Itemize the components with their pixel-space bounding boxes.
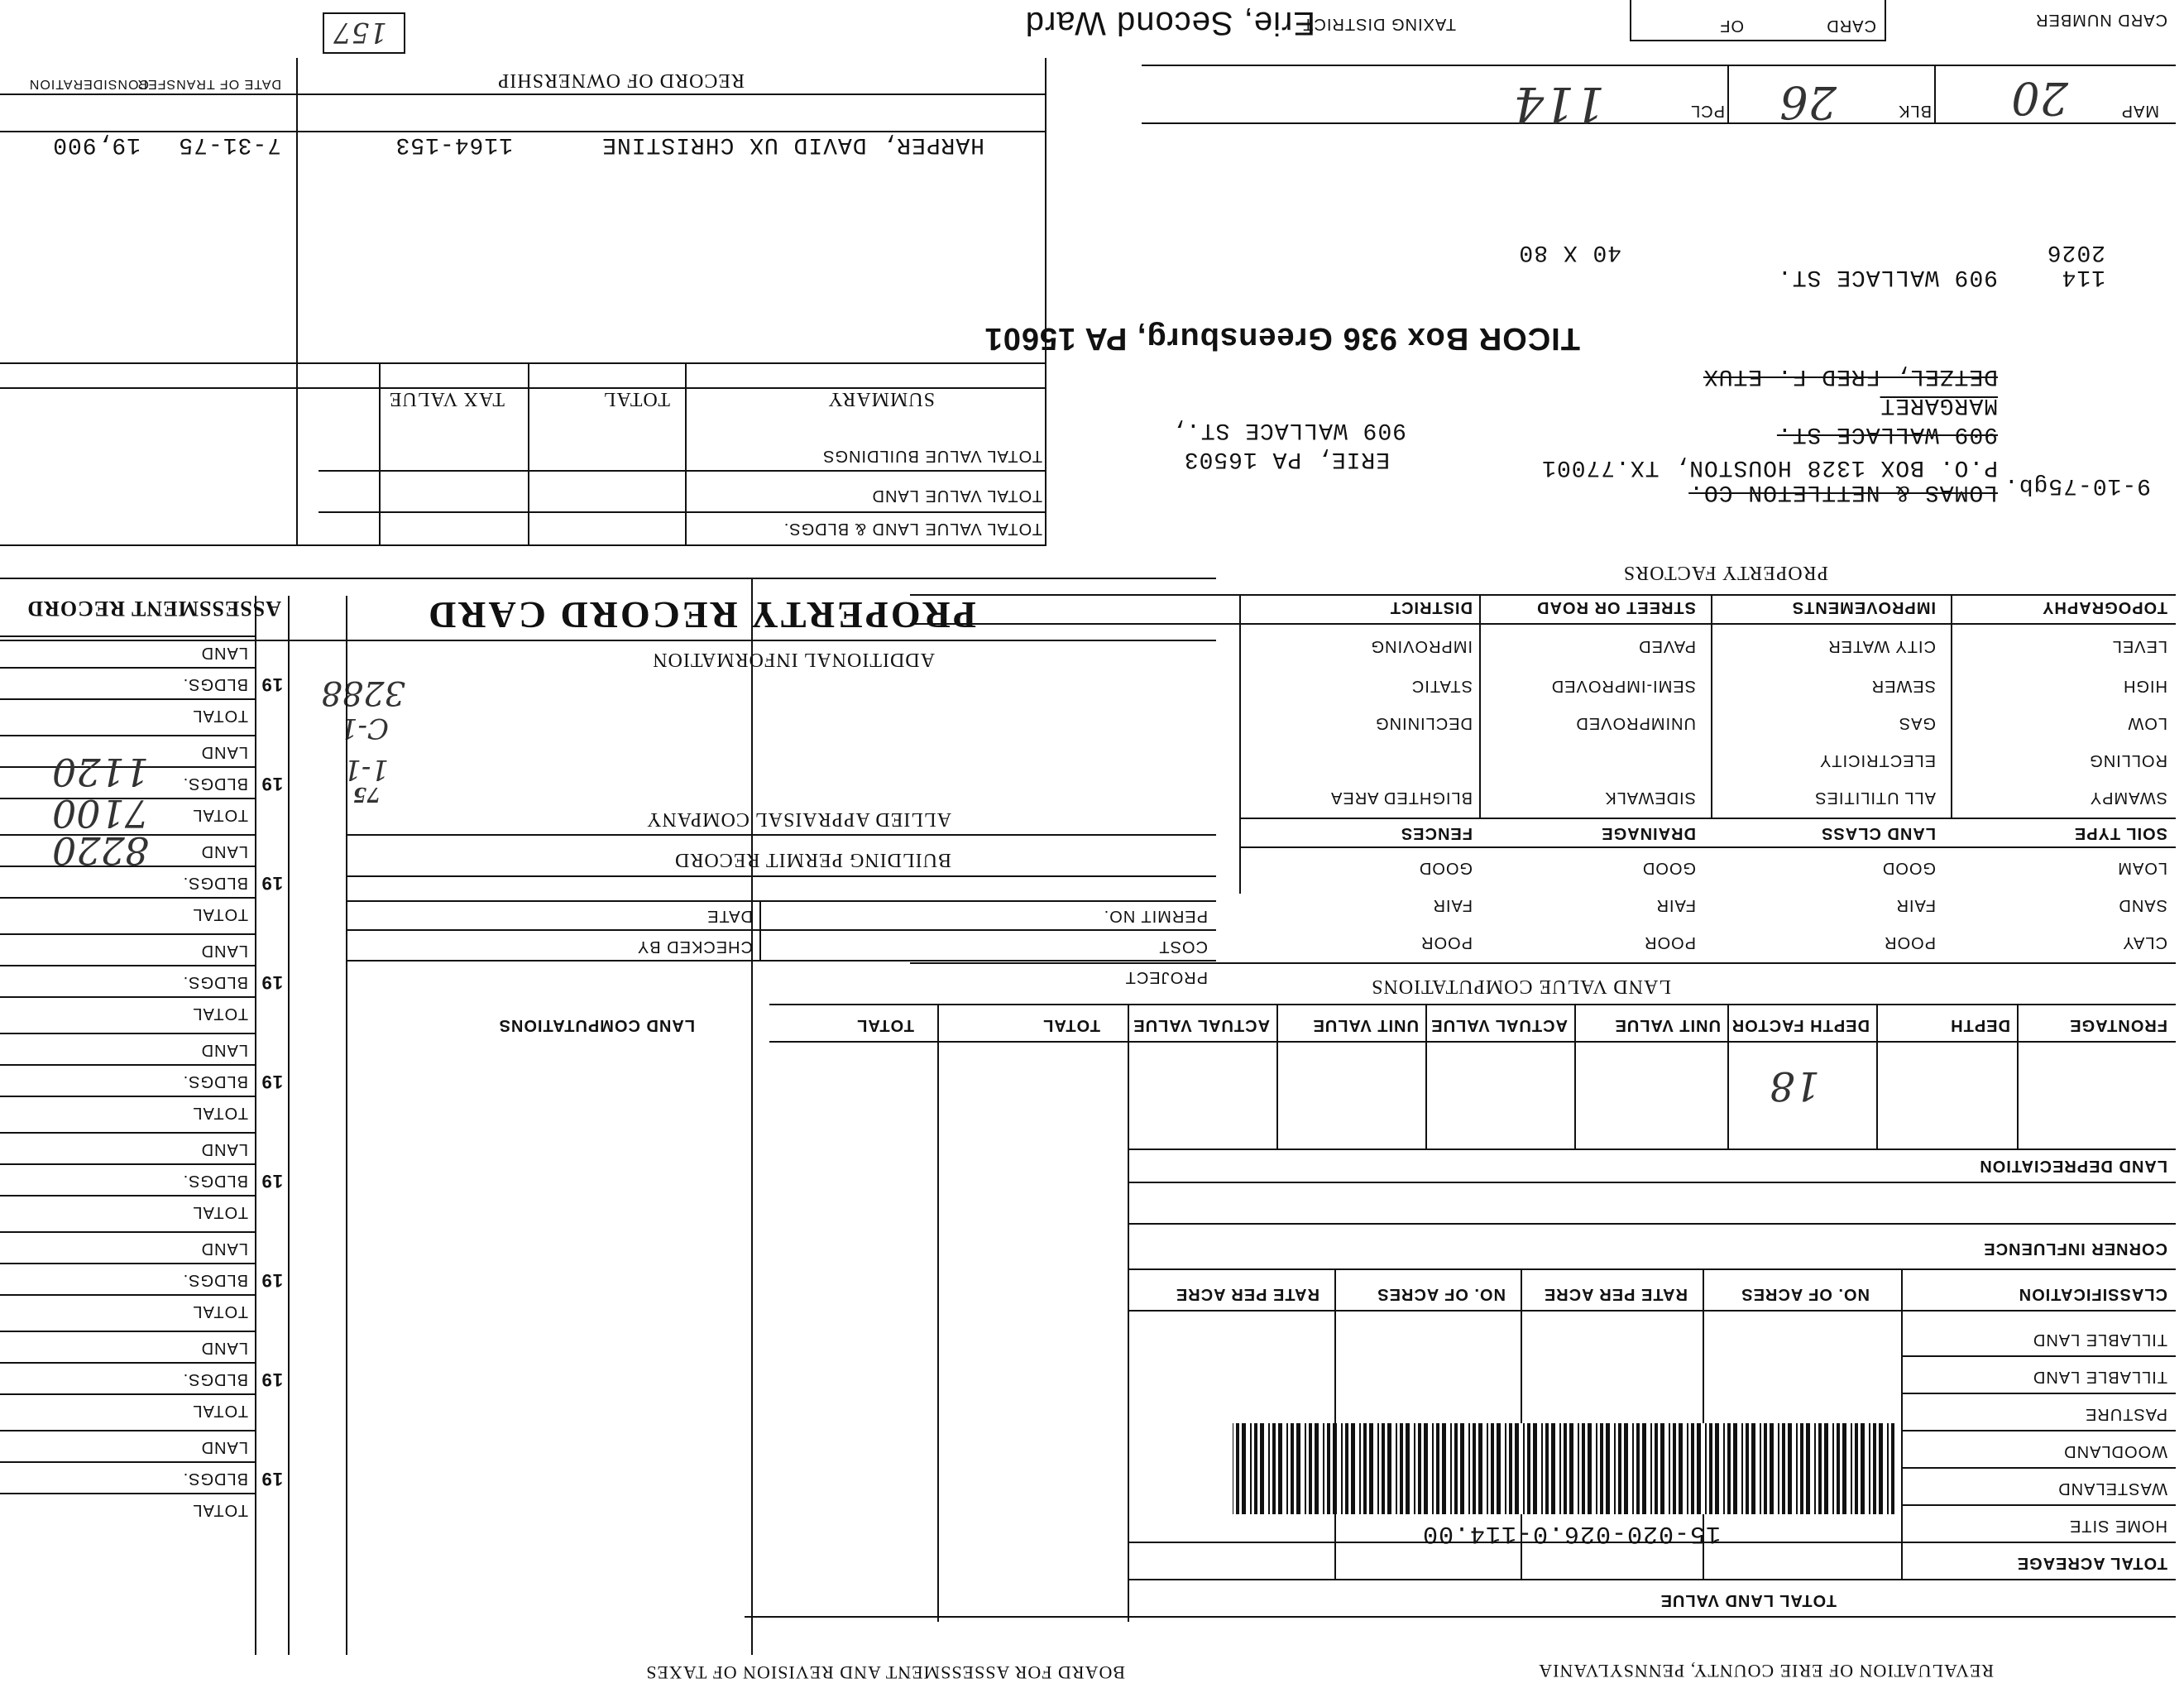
assessment-row-line: [0, 698, 256, 700]
assessment-row-label: TOTAL: [192, 1005, 248, 1023]
map-label: MAP: [2120, 102, 2159, 120]
assessment-row-line: [0, 1430, 256, 1431]
district-improving: IMPROVING: [1370, 637, 1473, 655]
col-topography: TOPOGRAPHY: [2042, 598, 2167, 616]
card-number-label: CARD NUMBER: [2035, 11, 2167, 29]
new-owner-city: ERIE, PA 16503: [1183, 446, 1390, 472]
summary-col-tax-value: TAX VALUE: [388, 388, 505, 410]
addr-line1-left: 9-10-75gb.: [2003, 472, 2151, 498]
corner-influence: CORNER INFLUENCE: [1983, 1240, 2167, 1258]
lv-col-depth: DEPTH: [1950, 1016, 2010, 1034]
lv-col-total-2: TOTAL: [856, 1016, 914, 1034]
assessment-row-line: [0, 1132, 256, 1134]
parcel-line-a: 114: [2061, 264, 2105, 290]
board-title: BOARD FOR ASSESSMENT AND REVISION OF TAXES: [645, 1662, 1125, 1683]
assessment-row-label: BLDGS.: [182, 774, 248, 793]
assessment-row-label: LAND: [200, 1140, 248, 1158]
blk-value: 26: [1779, 76, 1837, 128]
assessment-row-label: LAND: [200, 644, 248, 662]
assessment-title: ASSESSMENT RECORD: [26, 597, 281, 621]
summary-title: SUMMARY: [827, 388, 935, 410]
ownership-col-date: DATE OF TRANSFER: [136, 77, 281, 91]
topo-swampy: SWAMPY: [2089, 789, 2167, 807]
lv-hand-depth-factor: 18: [1769, 1062, 1820, 1109]
land-computations-title: LAND COMPUTATIONS: [498, 1016, 695, 1034]
stamp-box: [323, 12, 405, 54]
taxing-district: Erie, Second Ward: [1024, 5, 1315, 41]
permit-title: BUILDING PERMIT RECORD: [674, 849, 951, 870]
summary-row-both: TOTAL VALUE LAND & BLDGS.: [783, 520, 1042, 538]
land-depreciation: LAND DEPRECIATION: [1979, 1157, 2167, 1175]
col-land-class: LAND CLASS: [1821, 824, 1936, 842]
assessment-year-prefix: 19: [261, 1469, 283, 1489]
land-row-woodland: WOODLAND: [2063, 1442, 2167, 1460]
owner-deed: 1164-153: [395, 132, 513, 157]
owner-name: HARPER, DAVID UX CHRISTINE: [601, 132, 984, 157]
assessment-row-label: LAND: [200, 743, 248, 761]
lv-col-unit-value-2: UNIT VALUE: [1312, 1016, 1419, 1034]
soil-sand: SAND: [2118, 896, 2167, 914]
dr-fair: FAIR: [1655, 896, 1696, 914]
assessment-row-label: LAND: [200, 1438, 248, 1456]
assessment-year-prefix: 19: [261, 873, 283, 894]
assessment-year-prefix: 19: [261, 774, 283, 794]
col-street: STREET OR ROAD: [1536, 598, 1696, 616]
assessment-row-line: [0, 897, 256, 899]
impr-all-utilities: ALL UTILITIES: [1814, 789, 1936, 807]
card-of-box: [1630, 0, 1886, 41]
card-title: PROPERTY RECORD CARD: [426, 594, 976, 636]
dr-poor: POOR: [1644, 933, 1696, 952]
assessment-row-line: [0, 667, 256, 669]
additional-info-title: ADDITIONAL INFORMATION: [652, 649, 935, 670]
land-row-tillable-1: TILLABLE LAND: [2032, 1331, 2167, 1349]
topo-rolling: ROLLING: [2089, 751, 2167, 770]
district-static: STATIC: [1410, 677, 1473, 695]
assessment-row-line: [0, 1195, 256, 1196]
classification: CLASSIFICATION: [2018, 1285, 2167, 1303]
soil-loam: LOAM: [2117, 859, 2167, 877]
street-unimproved: UNIMPROVED: [1575, 714, 1696, 732]
lv-col-actual-value: ACTUAL VALUE: [1430, 1016, 1568, 1034]
impr-city-water: CITY WATER: [1827, 637, 1936, 655]
assessment-row-line: [0, 1096, 256, 1097]
assessment-row-label: BLDGS.: [182, 1370, 248, 1388]
land-row-tillable-2: TILLABLE LAND: [2032, 1368, 2167, 1386]
district-blighted: BLIGHTED AREA: [1330, 789, 1473, 807]
of-label: OF: [1719, 17, 1744, 35]
assessment-row-label: LAND: [200, 1240, 248, 1258]
lv-col-unit-value: UNIT VALUE: [1614, 1016, 1721, 1034]
assessment-row-label: TOTAL: [192, 1203, 248, 1221]
land-row-home-site: HOME SITE: [2068, 1517, 2167, 1535]
col-fences: FENCES: [1400, 824, 1473, 842]
land-row-total-acreage: TOTAL ACREAGE: [2016, 1554, 2167, 1572]
revaluation-title: REVALUATION OF ERIE COUNTY, PENNSYLVANIA: [1538, 1661, 1994, 1681]
assessment-row-label: TOTAL: [192, 806, 248, 824]
owner-consideration: 19,900: [52, 132, 141, 157]
impr-sewer: SEWER: [1870, 677, 1936, 695]
col-district: DISTRICT: [1389, 598, 1473, 616]
addr-line5: DETZEL, FRED F. ETUX: [1703, 363, 1998, 389]
land-row-wasteland: WASTELAND: [2057, 1479, 2167, 1498]
fe-poor: POOR: [1420, 933, 1473, 952]
assessment-row-line: [0, 1294, 256, 1296]
rate-per-acre: RATE PER ACRE: [1543, 1285, 1688, 1303]
ownership-col-consideration: CONSIDERATION: [28, 77, 149, 91]
assessment-first-year: 75: [352, 783, 381, 807]
assessment-row-label: TOTAL: [192, 1302, 248, 1321]
barcode-text: 15-020-026.0-114.00: [1421, 1519, 1721, 1547]
lot-size: 40 X 80: [1518, 239, 1621, 265]
dr-good: GOOD: [1641, 859, 1696, 877]
assessment-row-label: LAND: [200, 1041, 248, 1059]
assessment-row-label: TOTAL: [192, 1104, 248, 1122]
assessment-row-label: TOTAL: [192, 905, 248, 923]
addr-line1-right: P.O. BOX 1328 HOUSTON, TX.77001: [1541, 454, 1998, 480]
assessment-row-line: [0, 1493, 256, 1494]
assessment-year-prefix: 19: [261, 674, 283, 695]
assessment-row-label: LAND: [200, 1339, 248, 1357]
assessment-first-land: 1120: [51, 750, 149, 794]
map-value: 20: [2011, 72, 2068, 124]
assessment-row-label: BLDGS.: [182, 1172, 248, 1190]
assessment-row-label: TOTAL: [192, 1402, 248, 1420]
topo-low: LOW: [2127, 714, 2167, 732]
barcode: [1233, 1423, 1894, 1514]
col-drainage: DRAINAGE: [1601, 824, 1696, 842]
soil-clay: CLAY: [2122, 933, 2167, 952]
assessment-year-prefix: 19: [261, 1072, 283, 1092]
assessment-row-line: [0, 1064, 256, 1066]
pcl-label: PCL: [1690, 102, 1725, 120]
land-value-title: LAND VALUE COMPUTATIONS: [1371, 976, 1671, 997]
summary-col-total: TOTAL: [602, 388, 670, 410]
street-paved: PAVED: [1638, 637, 1696, 655]
assessment-row-label: BLDGS.: [182, 1072, 248, 1091]
lc-fair: FAIR: [1895, 896, 1936, 914]
assessment-row-label: BLDGS.: [182, 1271, 248, 1289]
assessment-row-line: [0, 1461, 256, 1463]
lv-col-actual-value-2: ACTUAL VALUE: [1133, 1016, 1270, 1034]
assessment-year-prefix: 19: [261, 1270, 283, 1291]
assessment-row-line: [0, 1033, 256, 1034]
permit-cost: COST: [1158, 938, 1208, 956]
assessment-row-label: TOTAL: [192, 707, 248, 725]
assessment-year-prefix: 19: [261, 972, 283, 993]
impr-electricity: ELECTRICITY: [1818, 751, 1936, 770]
assessment-row-label: BLDGS.: [182, 874, 248, 892]
assessment-row-line: [0, 1393, 256, 1395]
lv-col-frontage: FRONTAGE: [2069, 1016, 2167, 1034]
ticor-stamp: TICOR Box 936 Greensburg, PA 15601: [984, 321, 1580, 356]
summary-row-land: TOTAL VALUE LAND: [871, 487, 1042, 505]
assessment-row-label: TOTAL: [192, 1501, 248, 1519]
owner-date: 7-31-75: [178, 132, 281, 157]
addl-hand-3: 1-1: [343, 753, 389, 786]
blk-label: BLK: [1898, 102, 1932, 120]
assessment-row-label: BLDGS.: [182, 1470, 248, 1488]
assessment-row-line: [0, 933, 256, 935]
permit-date: DATE: [706, 907, 753, 925]
addr-line2: LOMAS & NETTLETON CO.: [1688, 479, 1998, 505]
land-row-pasture: PASTURE: [2085, 1405, 2167, 1423]
assessment-first-bldgs: 7100: [51, 791, 149, 836]
permit-checked-by: CHECKED BY: [636, 938, 753, 956]
addr-line4: MARGARET: [1880, 392, 1998, 418]
addl-hand-2: C-1: [339, 712, 389, 745]
assessment-year-prefix: 19: [261, 1171, 283, 1192]
col-soil-type: SOIL TYPE: [2073, 824, 2167, 842]
assessment-row-line: [0, 1362, 256, 1364]
assessment-row-line: [0, 735, 256, 736]
allied-company: ALLIED APPRAISAL COMPANY: [646, 808, 951, 830]
assessment-first-total: 8220: [51, 828, 149, 873]
permit-project: PROJECT: [1124, 968, 1208, 986]
assessment-row-label: BLDGS.: [182, 973, 248, 991]
parcel-line-c: 2026: [2046, 239, 2105, 265]
street-sidewalk: SIDEWALK: [1604, 789, 1696, 807]
stamp-number: 157: [333, 16, 387, 49]
assessment-row-line: [0, 1331, 256, 1332]
assessment-row-label: LAND: [200, 842, 248, 861]
addl-hand-1: 3288: [321, 674, 405, 712]
assessment-row-label: LAND: [200, 942, 248, 960]
lc-poor: POOR: [1884, 933, 1936, 952]
permit-no: PERMIT NO.: [1103, 907, 1208, 925]
rate-per-acre-2: RATE PER ACRE: [1175, 1285, 1320, 1303]
summary-row-buildings: TOTAL VALUE BUILDINGS: [822, 447, 1042, 465]
no-of-acres: NO. OF ACRES: [1741, 1285, 1870, 1303]
fe-good: GOOD: [1418, 859, 1473, 877]
lv-col-depth-factor: DEPTH FACTOR: [1731, 1016, 1870, 1034]
fe-fair: FAIR: [1432, 896, 1473, 914]
street-semi: SEMI-IMPROVED: [1550, 677, 1696, 695]
assessment-row-line: [0, 1231, 256, 1233]
assessment-year-prefix: 19: [261, 1369, 283, 1390]
assessment-row-label: BLDGS.: [182, 675, 248, 693]
impr-gas: GAS: [1898, 714, 1936, 732]
property-factors-title: PROPERTY FACTORS: [1622, 562, 1828, 583]
assessment-row-line: [0, 965, 256, 966]
assessment-row-line: [0, 996, 256, 998]
assessment-row-line: [0, 1163, 256, 1165]
lv-col-total: TOTAL: [1042, 1016, 1100, 1034]
topo-level: LEVEL: [2111, 637, 2167, 655]
no-of-acres-2: NO. OF ACRES: [1377, 1285, 1506, 1303]
assessment-row-line: [0, 635, 256, 637]
new-owner-address: 909 WALLACE ST.,: [1171, 417, 1406, 443]
col-improvements: IMPROVEMENTS: [1791, 598, 1936, 616]
lc-good: GOOD: [1881, 859, 1936, 877]
assessment-row-line: [0, 1263, 256, 1264]
topo-high: HIGH: [2123, 677, 2167, 695]
total-land-value: TOTAL LAND VALUE: [1660, 1591, 1837, 1609]
pcl-value: 114: [1513, 76, 1605, 132]
taxing-district-label: TAXING DISTRICT: [1302, 15, 1456, 33]
parcel-line-b: 909 WALLACE ST.: [1776, 264, 1998, 290]
card-label: CARD: [1826, 17, 1876, 35]
addr-line3: 909 WALLACE ST.: [1776, 421, 1998, 447]
ownership-title: RECORD OF OWNERSHIP: [496, 70, 745, 91]
district-declining: DECLINING: [1375, 714, 1473, 732]
